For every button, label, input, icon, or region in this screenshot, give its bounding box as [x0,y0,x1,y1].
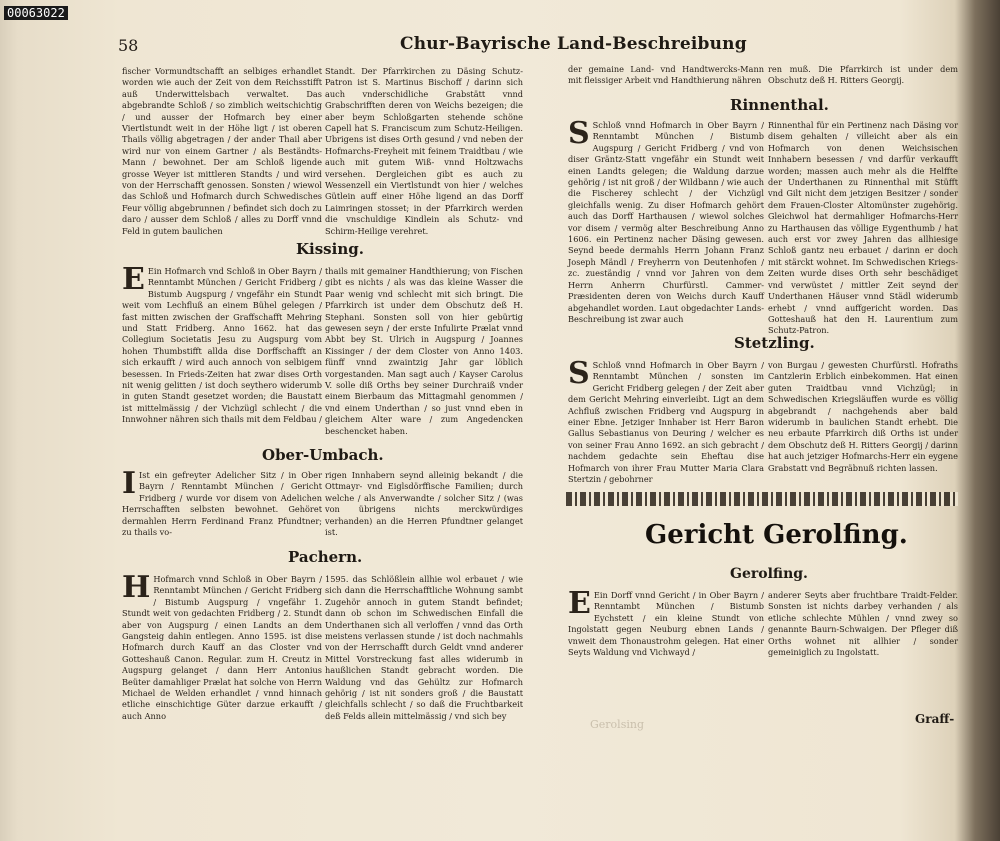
text-pachern-col1: H Hofmarch vnnd Schloß in Ober Bayrn / Renntambt München / Gericht Fridberg / Bistumb Augspurg / vngefähr 1. Stundt weit von gedachten Fridberg / 2. Stundt aber von Augspurg / einen Landts an dem Gangsteig dahin entlegen. Anno 1595. ist dise Hofmarch durch Kauff an das Closter vnd Gotteshauß Canon. Regular. zum H. Creutz in Augspurg gelanget / dann Herr Antonius Beüter damahliger Prælat hat solche von Herrn Michael de Welden erhandlet / vnnd hinnach etliche einschichtige Güter darzue erkaufft / auch Anno [122,570,322,721]
heading-rinnenthal: Rinnenthal. [730,96,829,114]
heading-pachern: Pachern. [288,548,363,566]
dropcap: H [122,570,151,605]
dropcap: E [122,262,145,297]
dropcap: S [568,116,590,151]
text-kissing-col1: E Ein Hofmarch vnd Schloß in Ober Bayrn / Renntambt München / Gericht Fridberg / Bistumb Augspurg / vngefähr ein Stundt weit vom Lechfluß an einem Bühel gelegen / fast mitten zwischen der Graffschafft Mehring und Statt Fridberg. Anno 1662. hat das Collegium Societatis Jesu zu Augspurg vom hohen Thumbstifft allda dise Dorffschafft an sich erkaufft / wird auch annoch von selbigem besessen. In Frieds-Zeiten hat zwar dises Orth nit wenig gelitten / ist doch seythero widerumb in guten Standt gesetzet worden; die Baustatt ist mittelmässig / der Vichzügl schlecht / die Innwohner nähren sich thails mit dem Feldbau / [122,262,322,425]
faint-stamp: Gerolsing [590,718,644,731]
text-column-3-top: der gemaine Land- vnd Handtwercks-Mann mit fleissiger Arbeit vnd Handthierung nähren [568,64,764,86]
heading-stetzling: Stetzling. [734,334,815,352]
text-column-4-top: ren muß. Die Pfarrkirch ist under dem Obschutz deß H. Ritters Georgij. [768,64,958,86]
text-gerolfing-col3: E Ein Dorff vnnd Gericht / in Ober Bayrn / Renntambt München / Bistumb Eychstett / ein kleine Stundt von Ingolstatt gegen Neuburg ebnen Lands / vnweit dem Thonaustrohm gelegen. Hat einer Seyts Waldung vnd Vichwayd / [568,586,764,658]
text-kissing-col2: thails mit gemainer Handthierung; von Fischen gibt es nichts / als was das kleine Wasser die Paar wenig vnd schlecht mit sich bringt. Die Pfarrkirch ist under dem Obschutz deß H. Stephani. Sonsten soll von hier gebürtig gewesen seyn / der erste Infulirte Prælat vnnd Abbt bey St. Ulrich in Augspurg / Joannes Kissinger / der dem Closter von Anno 1403. fünff vnnd zwaintzig Jahr gar löblich vorgestanden. Man sagt auch / Kayser Carolus V. solle diß Orths bey seiner Durchraiß vnder einem Bierbaum das Mittagmahl genommen / vnd einem Underthan / so just vnnd eben in gleichem Alter ware / zum Angedencken beschencket haben. [325,266,523,436]
running-head: Chur-Bayrische Land-Beschreibung [400,34,747,54]
text-pachern-col2: 1595. das Schlößlein allhie wol erbauet / wie sich dann die Herrschafftliche Wohnung sambt Zugehör annoch in gutem Standt befindet; dann ob schon im Schwedischen Einfall die Underthanen sich all verloffen / vnnd das Orth meistens verlassen stunde / ist doch nachmahls von der Herrschafft durch Geldt vnnd anderer Mittel Vorstreckung fast alles widerumb in haußlichen Standt gebracht worden. Die Waldung vnd das Gehültz zur Hofmarch gehörig / ist nit sonders groß / die Baustatt gleichfalls schlecht / so daß die Fruchtbarkeit deß Felds allein mittelmässig / vnd sich bey [325,574,523,721]
text-rinnenthal-col3: S Schloß vnnd Hofmarch in Ober Bayrn / Renntambt München / Bistumb Augspurg / Gericht Fridberg / vnd von diser Gräntz-Statt vngefähr ein Stundt weit einen Landts gelegen; die Waldung darzue gehörig / ist nit groß / der Wildbann / wie auch die Fischerey schlecht / der Vichzügl gleichfalls wenig. Zu diser Hofmarch gehört auch das Dorff Harthausen / wiewol solches vor disem / vermög alter Beschreibung Anno 1606. ein Pertinenz nacher Däsing gewesen. Seynd beede dermahls Herrn Johann Franz Joseph Mändl / Freyherrn von Deutenhofen / zc. zueständig / vnnd vor Jahren von dem Herrn Anherrn Churfürstl. Cammer-Præsidenten deren von Weichs durch Kauff abgehandlet worden. Laut obgedachter Lands-Beschreibung ist zwar auch [568,116,764,324]
text-stetzling-col4: von Burgau / gewesten Churfürstl. Hofraths Cantzlerin Erblich einbekommen. Hat einen guten Traidtbau vnnd Vichzügl; in Schwedischen Kriegsläuffen wurde es völlig abgebrandt / nachgehends aber bald widerumb in baulichen Standt erhebt. Die neu erbaute Pfarrkirch diß Orths ist under dem Obschutz deß H. Ritters Georgij / darinn hat auch jetziger Hofmarchs-Herr ein eygene Grabstatt vnd Begräbnuß richten lassen. [768,360,958,473]
page-number: 58 [118,36,139,55]
heading-kissing: Kissing. [296,240,364,258]
heading-gerolfing: Gerolfing. [730,566,808,582]
scan-id-label: 00063022 [4,6,68,20]
dropcap: E [568,586,591,621]
text-column-1-top: fischer Vormundtschafft an selbiges erhandlet worden wie auch der Zeit von dem Reichsstifft auß Underwittelsbach verwaltet. Das abgebrandte Schloß / so zimblich weitschichtig / und ausser der Hofmarch bey einer Viertlstundt weit in der Höhe ligt / ist oberen Thails völlig abgetragen / der ander Thail aber wird nur von einem Gartner / als Beständts-Mann / bewohnet. Der am Schloß ligende grosse Weyer ist mittleren Standts / und wird von der Herrschafft genossen. Sonsten / wiewol das Schloß und Hofmarch durch Schwedisches Feur völlig abgebrunnen / befindet sich doch zu daro / ausser dem Schloß / alles zu Dorff vnnd Feld in gutem baulichen [122,66,322,236]
text-gerolfing-col4: anderer Seyts aber fruchtbare Traidt-Felder. Sonsten ist nichts darbey verhanden / als etliche schlechte Mühlen / vnnd zwey so genannte Baurn-Schwaigen. Der Pfleger diß Orths wohnet nit allhier / sonder gemeiniglich zu Ingolstatt. [768,590,958,658]
section-title-gericht: Gericht Gerolfing. [645,520,908,550]
text-column-2-top: Standt. Der Pfarrkirchen zu Däsing Schutz-Patron ist S. Martinus Bischoff / darinn sich auch vnderschidliche Grabstätt vnnd Grabschrifften deren von Weichs bezeigen; die aber beym Schloßgarten stehende schöne Capell hat S. Franciscum zum Schutz-Heiligen. Ubrigens ist dises Orth gesund / vnd neben der Hofmarchs-Freyheit mit feinem Traidtbau / wie auch mit gutem Wiß- vnnd Holtzwachs versehen. Dergleichen gibt es auch zu Wessenzell ein Viertlstundt von hier / welches Gütlein auff einer Höhe ligend an das Dorff Laimringen stosset; in der Pfarrkirch werden die vnschuldige Kindlein als Schutz- vnd Schirm-Heilige verehret. [325,66,523,236]
text-rinnenthal-col4: Rinnenthal für ein Pertinenz nach Däsing vor disem gehalten / villeicht aber als ein Hofmarch von denen Weichsischen Innhabern besessen / vnd darfür verkaufft worden; massen auch mehr als die Helffte der Underthanen zu Rinnenthal mit Stüfft vnd Gilt nicht dem jetzigen Besitzer / sonder dem Frauen-Closter Altomünster zugehörig. Gleichwol hat dermahliger Hofmarchs-Herr zu Harthausen das völlige Eygenthumb / hat auch erst vor zwey Jahren das allhiesige Schloß gantz neu erbauet / darinn er doch mit stärckt wohnet. Im Schwedischen Kriegs-Zeiten wurde dises Orth sehr beschädiget vnd verwüstet / mittler Zeit seynd der Underthanen Häuser vnnd Städl widerumb erhebt / vnnd auffgericht worden. Das Gotteshauß hat den H. Laurentium zum Schutz-Patron. [768,120,958,336]
text-stetzling-col3: S Schloß vnnd Hofmarch in Ober Bayrn / Renntambt München / sonsten im Gericht Fridberg gelegen / der Zeit aber dem Gericht Mehring einverleibt. Ligt an dem Achfluß zwischen Fridberg vnd Augspurg in einer Ebne. Jetziger Innhaber ist Herr Baron Gallus Sebastianus von Deuring / welcher es von seiner Frau Anno 1692. an sich gebracht / nachdem gedachte sein Eheftau dise Hofmarch von ihrer Frau Mutter Maria Clara Stertzin / gebohrner [568,356,764,485]
decorative-border [566,492,958,506]
text-oberumbach-col1: I Ist ein gefreyter Adelicher Sitz / in Ober Bayrn / Renntambt München / Gericht Fridberg / wurde vor disem von Adelichen Herrschafften selbsten bewohnet. Gehöret dermahlen Herrn Ferdinand Franz Pfundtner; zu thails vo- [122,466,322,538]
text-oberumbach-col2: rigen Innhabern seynd alleinig bekandt / die Ottmayr- vnd Eiglsdörffische Familien; durch welche / als Anverwandte / solcher Sitz / (was von übrigens nichts merckwürdiges verhanden) an die Herren Pfundtner gelanget ist. [325,470,523,538]
catchword: Graff- [915,712,955,726]
heading-ober-umbach: Ober-Umbach. [262,446,384,464]
dropcap: S [568,356,590,391]
dropcap: I [122,466,137,501]
